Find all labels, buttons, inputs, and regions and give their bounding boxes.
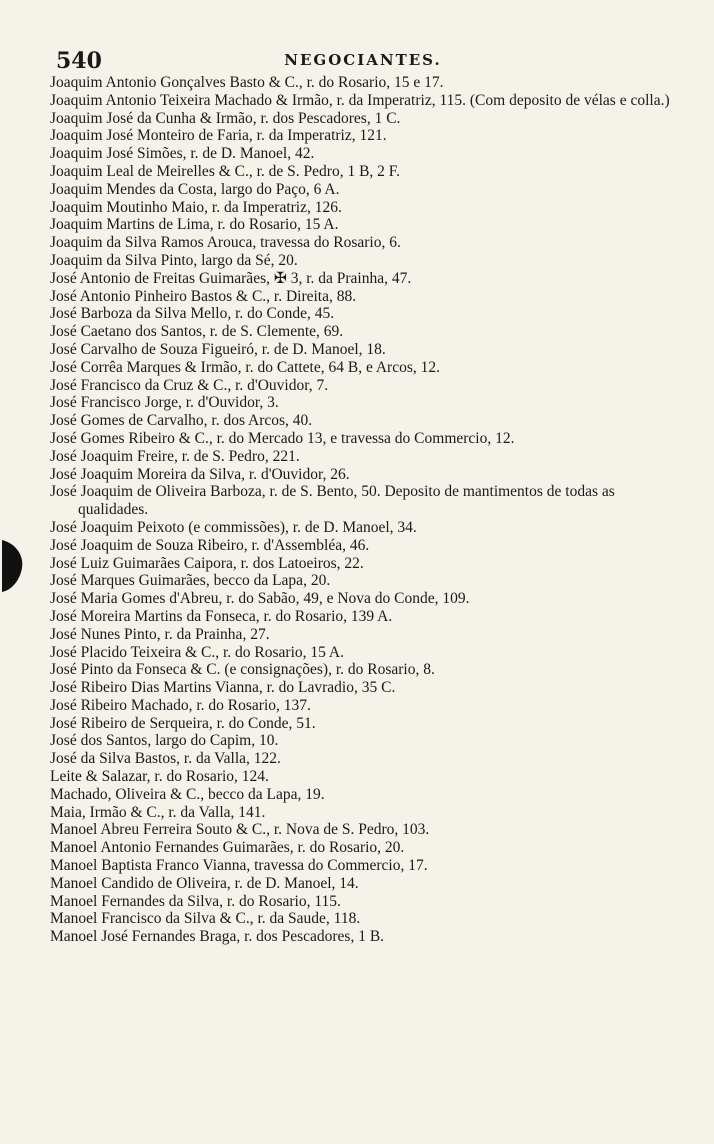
merchant-entry: Joaquim José Monteiro de Faria, r. da Imperatriz, 121. (50, 127, 387, 145)
merchant-entry: Manoel Fernandes da Silva, r. do Rosario, 115. (50, 892, 341, 910)
merchant-entry: Leite & Salazar, r. do Rosario, 124. (50, 768, 269, 786)
merchant-entry: José Carvalho de Souza Figueiró, r. de D. Manoel, 18. (50, 340, 386, 358)
merchant-entry: José Joaquim Freire, r. de S. Pedro, 221. (50, 447, 300, 465)
merchant-entry: José Luiz Guimarães Caipora, r. dos Latoeiros, 22. (50, 554, 364, 572)
merchant-entry: José Moreira Martins da Fonseca, r. do Rosario, 139 A. (50, 607, 393, 625)
merchant-entry: Manoel Abreu Ferreira Souto & C., r. Nova de S. Pedro, 103. (50, 821, 430, 839)
merchant-entry: Manoel Baptista Franco Vianna, travessa do Commercio, 17. (50, 857, 428, 875)
merchant-entry: José Barboza da Silva Mello, r. do Conde, 45. (50, 305, 335, 323)
merchant-entry: José Joaquim de Souza Ribeiro, r. d'Assembléa, 46. (50, 536, 370, 554)
merchant-entry: José Joaquim Peixoto (e commissões), r. de D. Manoel, 34. (50, 518, 417, 536)
merchant-entry: Joaquim José da Cunha & Irmão, r. dos Pescadores, 1 C. (50, 109, 401, 127)
merchant-entry: José Maria Gomes d'Abreu, r. do Sabão, 49, e Nova do Conde, 109. (50, 590, 470, 608)
merchant-entry: Joaquim da Silva Ramos Arouca, travessa do Rosario, 6. (50, 234, 401, 252)
merchant-entry: José Antonio de Freitas Guimarães, ✠ 3, r. da Prainha, 47. (50, 269, 412, 287)
merchant-entry: Maia, Irmão & C., r. da Valla, 141. (50, 803, 266, 821)
merchant-entry: José Ribeiro Dias Martins Vianna, r. do Lavradio, 35 C. (50, 679, 396, 697)
ink-blot-mark (0, 538, 26, 594)
merchant-entry: José Nunes Pinto, r. da Prainha, 27. (50, 625, 270, 643)
merchant-entry: José Joaquim de Oliveira Barboza, r. de S. Bento, 50. Deposito de mantimentos de todas as qualidades. (50, 483, 615, 519)
merchant-entry: Joaquim Antonio Gonçalves Basto & C., r. do Rosario, 15 e 17. (50, 74, 444, 91)
merchant-entry: Manoel Antonio Fernandes Guimarães, r. do Rosario, 20. (50, 839, 405, 857)
merchant-entry: Joaquim Antonio Teixeira Machado & Irmão, r. da Imperatriz, 115. (Com deposito de vélas e colla.) (50, 91, 670, 109)
merchant-entry: Machado, Oliveira & C., becco da Lapa, 19. (50, 785, 325, 803)
merchant-entry: José Gomes de Carvalho, r. dos Arcos, 40. (50, 412, 313, 430)
merchant-entry: Joaquim Moutinho Maio, r. da Imperatriz, 126. (50, 198, 342, 216)
merchant-entry: José Corrêa Marques & Irmão, r. do Cattete, 64 B, e Arcos, 12. (50, 358, 440, 376)
merchant-entry: Manoel Francisco da Silva & C., r. da Saude, 118. (50, 910, 361, 928)
running-title: NEGOCIANTES. (284, 51, 442, 69)
merchant-entry: Manoel José Fernandes Braga, r. dos Pescadores, 1 B. (50, 928, 385, 946)
merchant-entry: José Joaquim Moreira da Silva, r. d'Ouvidor, 26. (50, 465, 350, 483)
merchant-entry: José Ribeiro de Serqueira, r. do Conde, 51. (50, 714, 316, 732)
merchant-entry: Joaquim Martins de Lima, r. do Rosario, 15 A. (50, 216, 339, 234)
merchant-entry: José Marques Guimarães, becco da Lapa, 20. (50, 572, 331, 590)
merchant-entry: José Francisco Jorge, r. d'Ouvidor, 3. (50, 394, 279, 412)
merchant-entry: José Placido Teixeira & C., r. do Rosario, 15 A. (50, 643, 344, 661)
merchant-entry: José Francisco da Cruz & C., r. d'Ouvidor, 7. (50, 376, 329, 394)
merchant-entry: José Antonio Pinheiro Bastos & C., r. Direita, 88. (50, 287, 357, 305)
merchant-entry: Joaquim José Simões, r. de D. Manoel, 42. (50, 145, 315, 163)
merchant-entry: José Ribeiro Machado, r. do Rosario, 137. (50, 696, 311, 714)
page-header (48, 48, 678, 74)
merchant-entry: José dos Santos, largo do Capim, 10. (50, 732, 279, 750)
merchant-entry: Joaquim Mendes da Costa, largo do Paço, 6 A. (50, 180, 340, 198)
merchant-entry: José da Silva Bastos, r. da Valla, 122. (50, 750, 281, 768)
merchant-entry: Joaquim Leal de Meirelles & C., r. de S. Pedro, 1 B, 2 F. (50, 162, 401, 180)
merchant-entry: José Pinto da Fonseca & C. (e consignações), r. do Rosario, 8. (50, 661, 435, 679)
merchant-list (50, 74, 680, 946)
merchant-entry: José Gomes Ribeiro & C., r. do Mercado 13, e travessa do Commercio, 12. (50, 429, 515, 447)
page-number: 540 (56, 48, 102, 74)
merchant-entry: Manoel Candido de Oliveira, r. de D. Manoel, 14. (50, 874, 359, 892)
merchant-entry: José Caetano dos Santos, r. de S. Clemente, 69. (50, 323, 344, 341)
merchant-entry: Joaquim da Silva Pinto, largo da Sé, 20. (50, 251, 298, 269)
